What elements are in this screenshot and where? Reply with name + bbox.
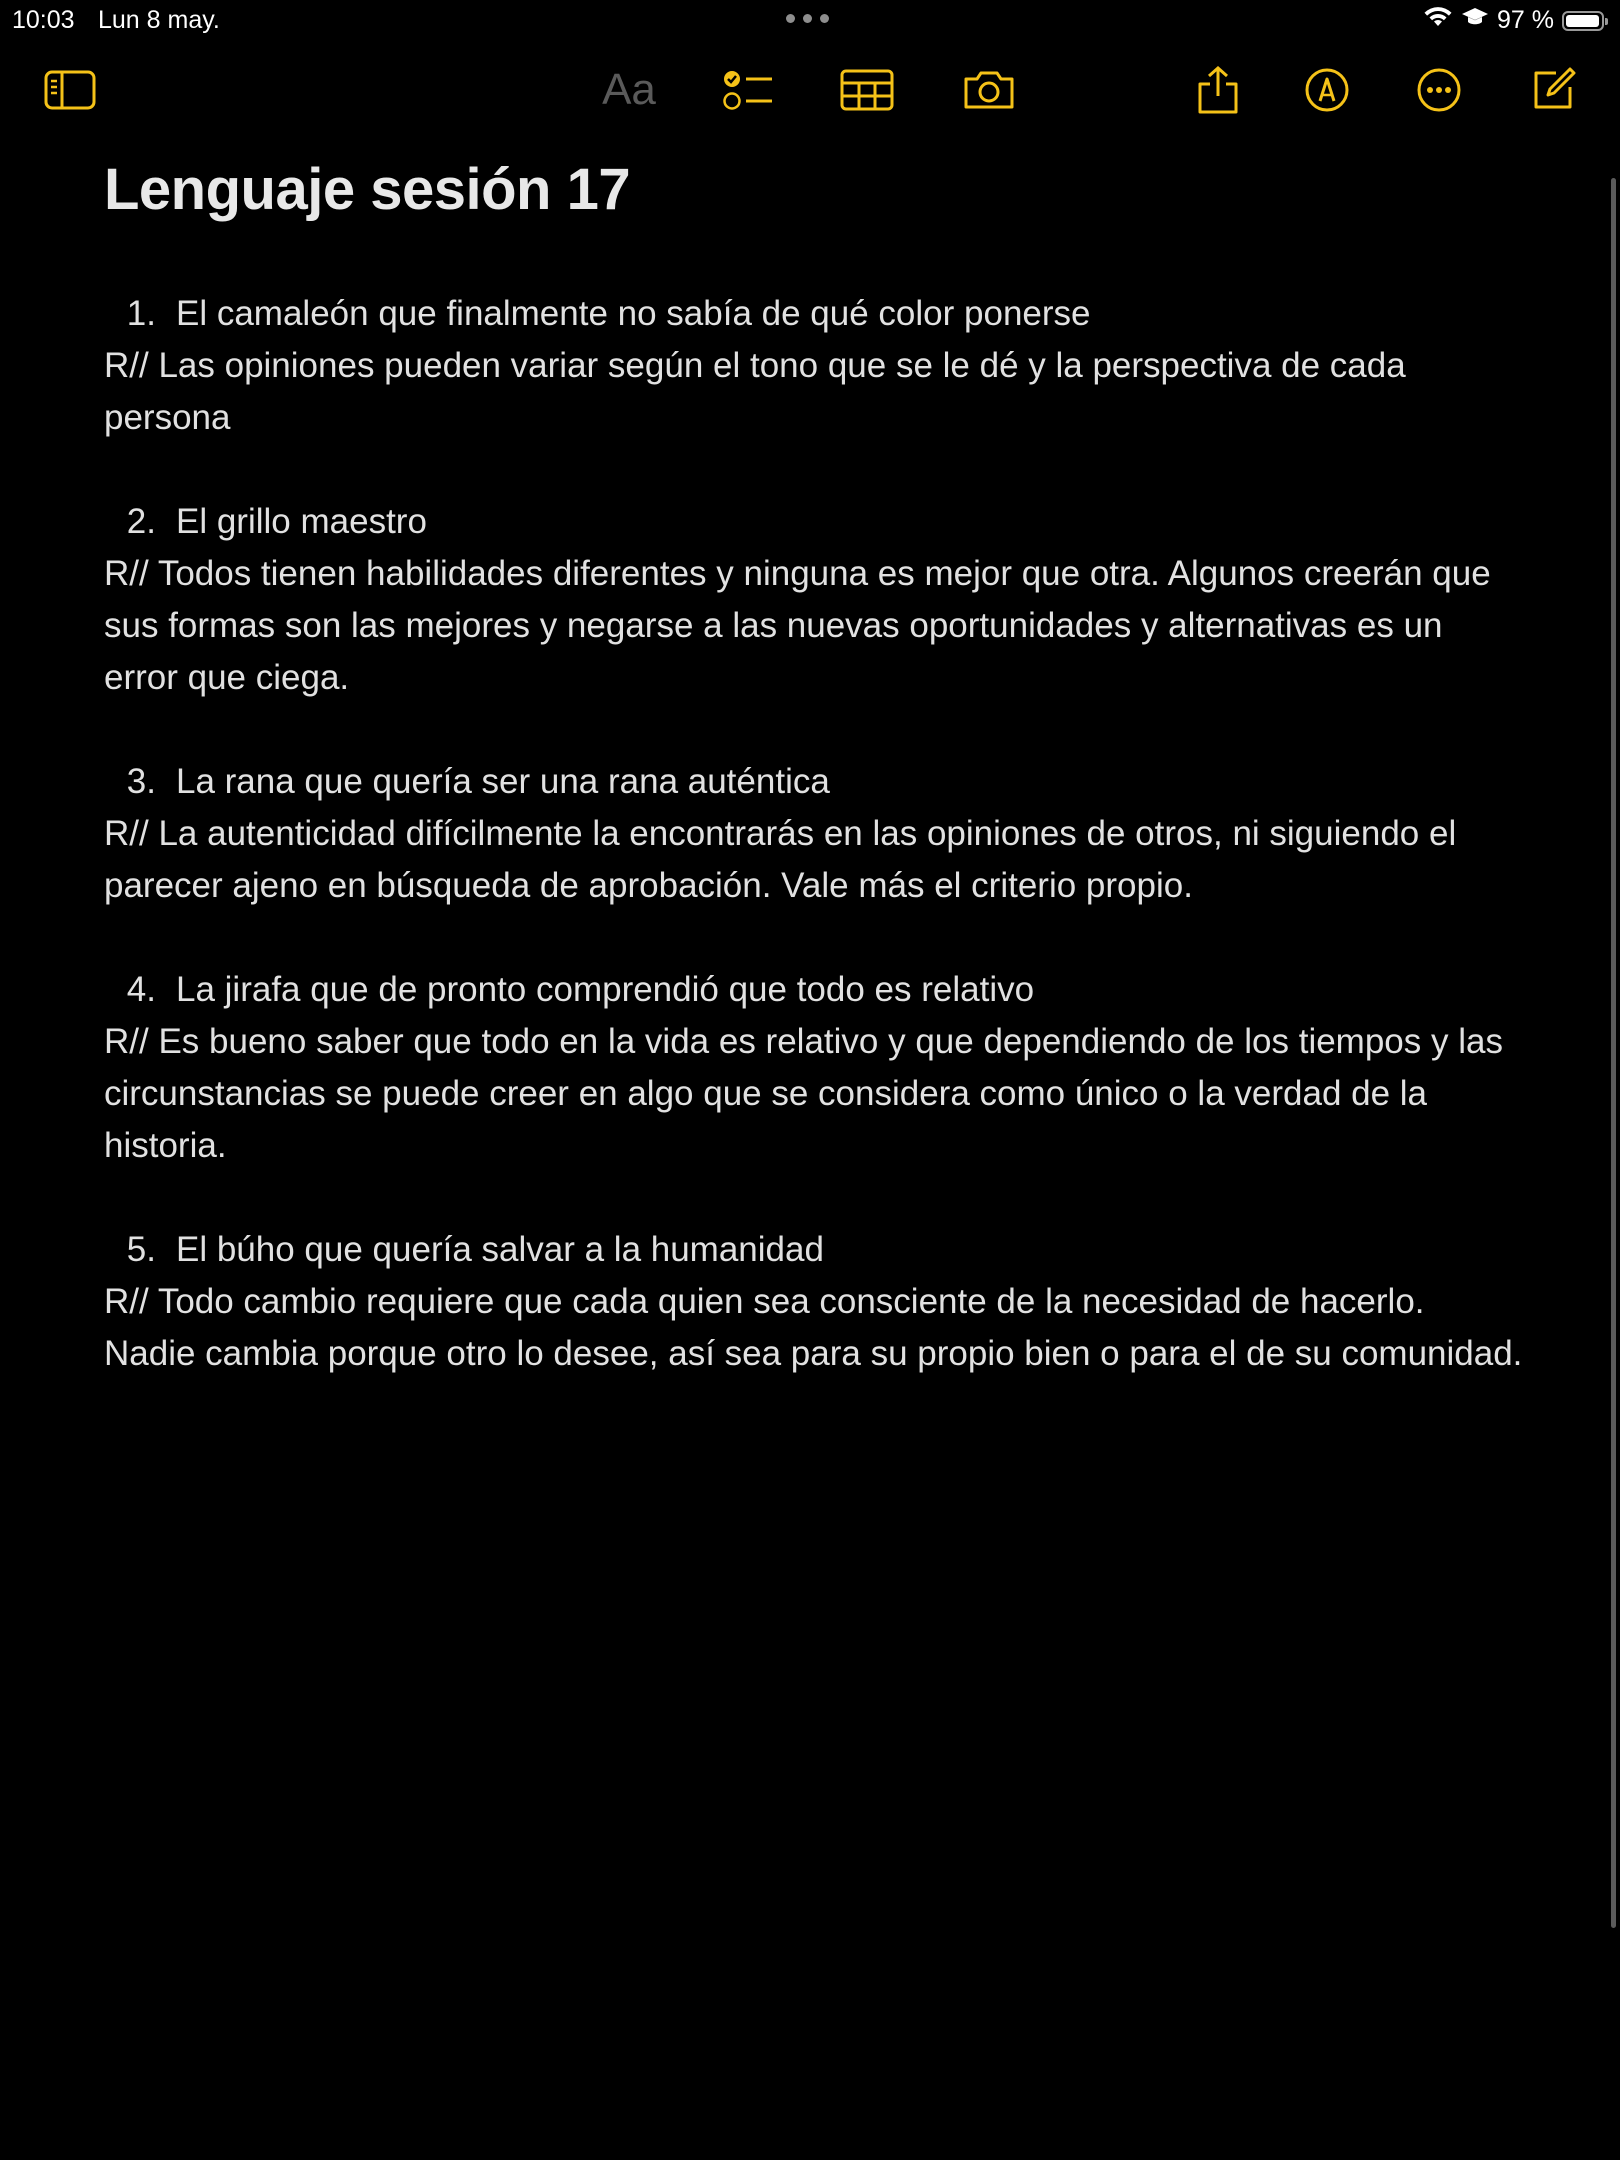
item-answer: R// Todos tienen habilidades diferentes y ninguna es mejor que otra. Algunos creerán que sus formas son las mejores y negarse a las nuevas oportunidades y alternativas es un error que ciega.	[104, 554, 1491, 697]
list-item[interactable]	[104, 496, 1524, 704]
list-item[interactable]	[104, 964, 1524, 1172]
compose-button[interactable]	[1530, 60, 1576, 120]
list-item[interactable]	[104, 288, 1524, 444]
item-number: 3.	[126, 762, 156, 801]
note-list	[104, 288, 1524, 1380]
item-answer: R// La autenticidad difícilmente la encontrarás en las opiniones de otros, ni siguiendo el parecer ajeno en búsqueda de aprobación. Vale más el criterio propio.	[104, 814, 1457, 905]
wifi-icon	[1423, 6, 1453, 35]
status-bar	[0, 0, 1620, 40]
item-number: 4.	[126, 970, 156, 1009]
checklist-icon	[722, 68, 774, 112]
item-number: 5.	[126, 1230, 156, 1269]
item-title: La rana que quería ser una rana auténtica	[176, 762, 830, 801]
item-answer: R// Las opiniones pueden variar según el tono que se le dé y la perspectiva de cada persona	[104, 346, 1406, 437]
item-title: El camaleón que finalmente no sabía de qué color ponerse	[176, 294, 1091, 333]
sidebar-icon	[44, 70, 96, 110]
checklist-button[interactable]	[722, 60, 774, 120]
list-item[interactable]	[104, 1224, 1524, 1380]
item-title: El grillo maestro	[176, 502, 427, 541]
list-item[interactable]	[104, 756, 1524, 912]
note-title[interactable]: Lenguaje sesión 17	[104, 157, 631, 222]
share-icon	[1196, 66, 1240, 114]
share-button[interactable]	[1196, 60, 1240, 120]
battery-icon	[1562, 11, 1604, 31]
more-button[interactable]	[1416, 60, 1462, 120]
item-title: La jirafa que de pronto comprendió que todo es relativo	[176, 970, 1035, 1009]
battery-percent: 97 %	[1497, 6, 1554, 34]
status-indicators	[1423, 6, 1604, 35]
camera-icon	[962, 69, 1016, 111]
status-time: 10:03	[12, 6, 75, 34]
table-button[interactable]	[840, 60, 894, 120]
item-number: 1.	[126, 294, 156, 333]
vertical-scrollbar[interactable]	[1611, 178, 1616, 1928]
school-mode-icon	[1461, 6, 1489, 35]
format-label: Aa	[602, 65, 656, 114]
format-button[interactable]	[596, 60, 662, 120]
table-icon	[840, 69, 894, 111]
markup-icon	[1304, 67, 1350, 113]
notes-toolbar	[0, 60, 1620, 120]
more-icon	[1416, 67, 1462, 113]
note-body[interactable]	[104, 150, 1524, 1432]
item-answer: R// Es bueno saber que todo en la vida es relativo y que dependiendo de los tiempos y las circunstancias se puede creer en algo que se considera como único o la verdad de la historia.	[104, 1022, 1503, 1165]
camera-button[interactable]	[962, 60, 1016, 120]
sidebar-toggle-button[interactable]	[44, 60, 96, 120]
multitasking-dots-icon[interactable]	[786, 14, 829, 23]
status-date: Lun 8 may.	[98, 6, 220, 34]
compose-icon	[1530, 67, 1576, 113]
item-title: El búho que quería salvar a la humanidad	[176, 1230, 824, 1269]
markup-button[interactable]	[1304, 60, 1350, 120]
item-answer: R// Todo cambio requiere que cada quien sea consciente de la necesidad de hacerlo. Nadie cambia porque otro lo desee, así sea para su propio bien o para el de su comunidad.	[104, 1282, 1523, 1373]
item-number: 2.	[126, 502, 156, 541]
